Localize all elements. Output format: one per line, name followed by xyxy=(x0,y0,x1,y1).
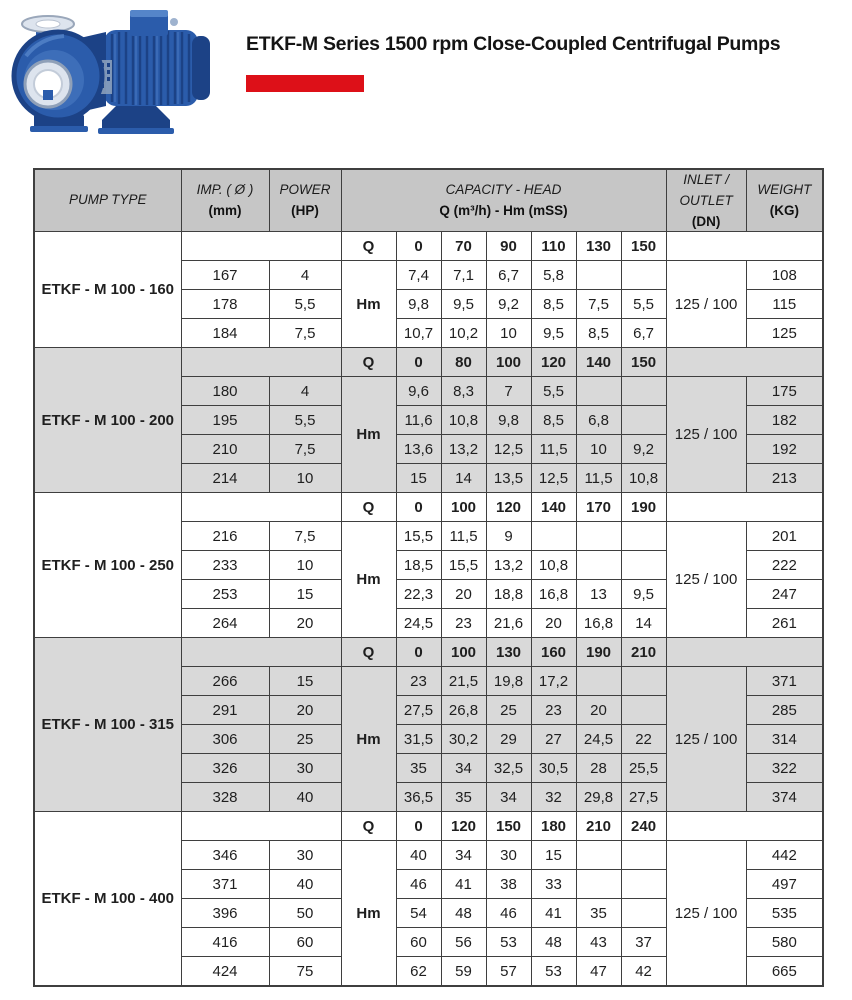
q-label-cell: Q xyxy=(341,232,396,261)
impeller-cell: 195 xyxy=(181,406,269,435)
blank-cell xyxy=(666,812,823,841)
hm-value-cell xyxy=(621,696,666,725)
hm-value-cell xyxy=(621,841,666,870)
hm-value-cell: 46 xyxy=(486,899,531,928)
hm-value-cell: 11,5 xyxy=(441,522,486,551)
q-value-cell: 150 xyxy=(621,348,666,377)
hm-value-cell xyxy=(531,522,576,551)
hm-value-cell: 19,8 xyxy=(486,667,531,696)
hm-value-cell xyxy=(621,261,666,290)
weight-cell: 175 xyxy=(746,377,823,406)
hm-label-cell: Hm xyxy=(341,377,396,493)
impeller-cell: 253 xyxy=(181,580,269,609)
hm-value-cell: 18,5 xyxy=(396,551,441,580)
impeller-cell: 184 xyxy=(181,319,269,348)
hm-value-cell: 27 xyxy=(531,725,576,754)
hm-value-cell: 10,7 xyxy=(396,319,441,348)
hm-value-cell: 9,5 xyxy=(621,580,666,609)
col-header-weight xyxy=(746,169,823,232)
hm-value-cell: 5,5 xyxy=(621,290,666,319)
q-value-cell: 210 xyxy=(621,638,666,667)
hm-value-cell: 5,8 xyxy=(531,261,576,290)
blank-cell xyxy=(181,348,341,377)
hm-value-cell xyxy=(576,667,621,696)
weight-cell: 247 xyxy=(746,580,823,609)
col-header-power xyxy=(269,169,341,232)
hm-value-cell: 34 xyxy=(441,754,486,783)
q-header-row xyxy=(34,638,823,667)
hm-value-cell: 28 xyxy=(576,754,621,783)
hm-value-cell: 30,5 xyxy=(531,754,576,783)
impeller-cell: 210 xyxy=(181,435,269,464)
hm-value-cell: 21,5 xyxy=(441,667,486,696)
hm-value-cell: 20 xyxy=(441,580,486,609)
weight-cell: 115 xyxy=(746,290,823,319)
hm-value-cell: 11,6 xyxy=(396,406,441,435)
weight-unit-label: (KG) xyxy=(769,203,799,219)
pump-spec-table xyxy=(33,168,824,987)
weight-cell: 108 xyxy=(746,261,823,290)
q-value-cell: 100 xyxy=(441,638,486,667)
hm-value-cell: 26,8 xyxy=(441,696,486,725)
impeller-cell: 216 xyxy=(181,522,269,551)
hm-value-cell: 7,5 xyxy=(576,290,621,319)
blank-cell xyxy=(181,812,341,841)
hm-label-cell: Hm xyxy=(341,667,396,812)
hm-value-cell: 8,5 xyxy=(576,319,621,348)
q-label-cell: Q xyxy=(341,638,396,667)
hm-value-cell: 10,8 xyxy=(531,551,576,580)
hm-value-cell xyxy=(576,870,621,899)
power-cell: 5,5 xyxy=(269,290,341,319)
hm-value-cell: 18,8 xyxy=(486,580,531,609)
hm-value-cell: 15,5 xyxy=(396,522,441,551)
hm-value-cell: 7,4 xyxy=(396,261,441,290)
hm-value-cell: 23 xyxy=(441,609,486,638)
hm-value-cell: 24,5 xyxy=(396,609,441,638)
q-value-cell: 0 xyxy=(396,638,441,667)
hm-value-cell: 30 xyxy=(486,841,531,870)
hm-value-cell xyxy=(621,870,666,899)
q-value-cell: 190 xyxy=(621,493,666,522)
hm-value-cell: 38 xyxy=(486,870,531,899)
hm-value-cell: 24,5 xyxy=(576,725,621,754)
hm-value-cell: 13 xyxy=(576,580,621,609)
q-label-cell: Q xyxy=(341,348,396,377)
hm-value-cell: 15 xyxy=(531,841,576,870)
q-value-cell: 0 xyxy=(396,493,441,522)
pump-type-cell: ETKF - M 100 - 315 xyxy=(34,638,181,812)
q-value-cell: 130 xyxy=(576,232,621,261)
q-value-cell: 150 xyxy=(621,232,666,261)
weight-cell: 182 xyxy=(746,406,823,435)
hm-value-cell: 42 xyxy=(621,957,666,987)
weight-cell: 322 xyxy=(746,754,823,783)
weight-header-label: WEIGHT xyxy=(757,182,812,198)
impeller-cell: 416 xyxy=(181,928,269,957)
hm-value-cell: 16,8 xyxy=(576,609,621,638)
hm-value-cell xyxy=(576,841,621,870)
hm-value-cell: 9 xyxy=(486,522,531,551)
hm-value-cell: 35 xyxy=(396,754,441,783)
impeller-cell: 178 xyxy=(181,290,269,319)
hm-value-cell: 22,3 xyxy=(396,580,441,609)
impeller-cell: 233 xyxy=(181,551,269,580)
q-value-cell: 0 xyxy=(396,348,441,377)
hm-value-cell: 53 xyxy=(531,957,576,987)
weight-cell: 222 xyxy=(746,551,823,580)
hm-value-cell: 17,2 xyxy=(531,667,576,696)
hm-value-cell: 9,5 xyxy=(441,290,486,319)
hm-value-cell: 25,5 xyxy=(621,754,666,783)
table-head xyxy=(34,169,823,232)
col-header-pump-type xyxy=(34,169,181,232)
impeller-cell: 306 xyxy=(181,725,269,754)
weight-cell: 285 xyxy=(746,696,823,725)
hm-value-cell: 7,1 xyxy=(441,261,486,290)
hm-value-cell: 34 xyxy=(441,841,486,870)
hm-value-cell: 34 xyxy=(486,783,531,812)
pump-group xyxy=(34,232,823,348)
hm-value-cell: 10,2 xyxy=(441,319,486,348)
hm-value-cell: 41 xyxy=(531,899,576,928)
hm-value-cell xyxy=(576,261,621,290)
col-header-capacity-head xyxy=(341,169,666,232)
hm-value-cell: 29,8 xyxy=(576,783,621,812)
blank-cell xyxy=(666,493,823,522)
hm-value-cell: 62 xyxy=(396,957,441,987)
weight-cell: 497 xyxy=(746,870,823,899)
q-header-row xyxy=(34,348,823,377)
pump-photo xyxy=(6,4,234,142)
power-cell: 7,5 xyxy=(269,522,341,551)
capacity-unit-label: Q (m³/h) - Hm (mSS) xyxy=(439,203,568,219)
blank-cell xyxy=(181,493,341,522)
q-value-cell: 190 xyxy=(576,638,621,667)
col-header-inlet-outlet xyxy=(666,169,746,232)
hm-value-cell: 53 xyxy=(486,928,531,957)
title-block xyxy=(246,33,836,92)
weight-cell: 665 xyxy=(746,957,823,987)
hm-value-cell: 60 xyxy=(396,928,441,957)
hm-value-cell: 9,5 xyxy=(531,319,576,348)
hm-value-cell xyxy=(621,667,666,696)
hm-value-cell: 10 xyxy=(486,319,531,348)
power-cell: 10 xyxy=(269,464,341,493)
capacity-header-label: CAPACITY - HEAD xyxy=(445,182,562,198)
hm-value-cell: 27,5 xyxy=(621,783,666,812)
hm-value-cell: 46 xyxy=(396,870,441,899)
hm-value-cell: 35 xyxy=(576,899,621,928)
q-value-cell: 0 xyxy=(396,812,441,841)
weight-cell: 314 xyxy=(746,725,823,754)
inlet-unit-label: (DN) xyxy=(691,213,721,229)
q-header-row xyxy=(34,232,823,261)
hm-value-cell: 32 xyxy=(531,783,576,812)
power-cell: 4 xyxy=(269,377,341,406)
hm-value-cell xyxy=(621,377,666,406)
hm-label-cell: Hm xyxy=(341,522,396,638)
accent-bar xyxy=(246,75,364,92)
impeller-cell: 291 xyxy=(181,696,269,725)
q-value-cell: 120 xyxy=(441,812,486,841)
hm-value-cell: 21,6 xyxy=(486,609,531,638)
q-value-cell: 140 xyxy=(531,493,576,522)
hm-value-cell: 30,2 xyxy=(441,725,486,754)
hm-value-cell: 13,5 xyxy=(486,464,531,493)
power-cell: 30 xyxy=(269,841,341,870)
hm-value-cell: 36,5 xyxy=(396,783,441,812)
pump-group xyxy=(34,348,823,493)
impeller-cell: 424 xyxy=(181,957,269,987)
inlet-outlet-cell: 125 / 100 xyxy=(666,841,746,987)
impeller-cell: 328 xyxy=(181,783,269,812)
impeller-cell: 264 xyxy=(181,609,269,638)
hm-value-cell: 22 xyxy=(621,725,666,754)
hm-value-cell xyxy=(621,406,666,435)
q-value-cell: 210 xyxy=(576,812,621,841)
hm-value-cell: 54 xyxy=(396,899,441,928)
hm-value-cell: 29 xyxy=(486,725,531,754)
impeller-cell: 266 xyxy=(181,667,269,696)
hm-value-cell: 56 xyxy=(441,928,486,957)
hm-value-cell: 33 xyxy=(531,870,576,899)
hm-value-cell: 11,5 xyxy=(576,464,621,493)
weight-cell: 371 xyxy=(746,667,823,696)
hm-value-cell: 59 xyxy=(441,957,486,987)
power-cell: 20 xyxy=(269,696,341,725)
hm-value-cell: 57 xyxy=(486,957,531,987)
q-header-row xyxy=(34,812,823,841)
impeller-cell: 214 xyxy=(181,464,269,493)
power-cell: 7,5 xyxy=(269,319,341,348)
weight-cell: 125 xyxy=(746,319,823,348)
hm-value-cell: 8,3 xyxy=(441,377,486,406)
hm-value-cell: 9,8 xyxy=(486,406,531,435)
power-cell: 60 xyxy=(269,928,341,957)
hm-value-cell: 47 xyxy=(576,957,621,987)
q-value-cell: 90 xyxy=(486,232,531,261)
hm-value-cell: 13,2 xyxy=(486,551,531,580)
hm-value-cell: 20 xyxy=(576,696,621,725)
power-cell: 10 xyxy=(269,551,341,580)
impeller-cell: 326 xyxy=(181,754,269,783)
q-value-cell: 180 xyxy=(531,812,576,841)
hm-value-cell: 10,8 xyxy=(441,406,486,435)
pump-type-cell: ETKF - M 100 - 400 xyxy=(34,812,181,987)
power-cell: 30 xyxy=(269,754,341,783)
hm-value-cell: 31,5 xyxy=(396,725,441,754)
hm-value-cell: 40 xyxy=(396,841,441,870)
q-header-row xyxy=(34,493,823,522)
hm-value-cell: 9,8 xyxy=(396,290,441,319)
q-value-cell: 170 xyxy=(576,493,621,522)
power-cell: 7,5 xyxy=(269,435,341,464)
q-value-cell: 100 xyxy=(441,493,486,522)
table-header-row xyxy=(34,169,823,232)
q-value-cell: 70 xyxy=(441,232,486,261)
q-value-cell: 80 xyxy=(441,348,486,377)
q-value-cell: 150 xyxy=(486,812,531,841)
hm-label-cell: Hm xyxy=(341,841,396,987)
power-cell: 20 xyxy=(269,609,341,638)
power-cell: 5,5 xyxy=(269,406,341,435)
inlet-outlet-cell: 125 / 100 xyxy=(666,522,746,638)
weight-cell: 261 xyxy=(746,609,823,638)
hm-value-cell: 13,2 xyxy=(441,435,486,464)
hm-value-cell: 6,7 xyxy=(621,319,666,348)
blank-cell xyxy=(666,348,823,377)
hm-label-cell: Hm xyxy=(341,261,396,348)
power-header-label: POWER xyxy=(279,182,331,198)
hm-value-cell: 5,5 xyxy=(531,377,576,406)
hm-value-cell: 11,5 xyxy=(531,435,576,464)
hm-value-cell: 35 xyxy=(441,783,486,812)
weight-cell: 580 xyxy=(746,928,823,957)
hm-value-cell: 9,6 xyxy=(396,377,441,406)
hm-value-cell: 8,5 xyxy=(531,406,576,435)
q-value-cell: 130 xyxy=(486,638,531,667)
impeller-unit-label: (mm) xyxy=(208,203,242,219)
q-label-cell: Q xyxy=(341,493,396,522)
inlet-outlet-cell: 125 / 100 xyxy=(666,261,746,348)
weight-cell: 213 xyxy=(746,464,823,493)
pump-group xyxy=(34,812,823,987)
power-cell: 40 xyxy=(269,870,341,899)
hm-value-cell: 16,8 xyxy=(531,580,576,609)
weight-cell: 442 xyxy=(746,841,823,870)
hm-value-cell: 14 xyxy=(441,464,486,493)
inlet-header-label: INLET / OUTLET xyxy=(679,172,733,208)
hm-value-cell: 48 xyxy=(531,928,576,957)
inlet-outlet-cell: 125 / 100 xyxy=(666,667,746,812)
q-value-cell: 240 xyxy=(621,812,666,841)
impeller-cell: 371 xyxy=(181,870,269,899)
impeller-cell: 167 xyxy=(181,261,269,290)
hm-value-cell xyxy=(621,899,666,928)
q-value-cell: 120 xyxy=(531,348,576,377)
hm-value-cell: 6,7 xyxy=(486,261,531,290)
blank-cell xyxy=(181,232,341,261)
power-unit-label: (HP) xyxy=(291,203,319,219)
power-cell: 40 xyxy=(269,783,341,812)
q-label-cell: Q xyxy=(341,812,396,841)
hm-value-cell xyxy=(621,551,666,580)
weight-cell: 374 xyxy=(746,783,823,812)
hm-value-cell: 9,2 xyxy=(621,435,666,464)
hm-value-cell: 7 xyxy=(486,377,531,406)
pump-group xyxy=(34,493,823,638)
hm-value-cell: 6,8 xyxy=(576,406,621,435)
q-value-cell: 110 xyxy=(531,232,576,261)
hm-value-cell: 14 xyxy=(621,609,666,638)
hm-value-cell: 27,5 xyxy=(396,696,441,725)
q-value-cell: 140 xyxy=(576,348,621,377)
power-cell: 25 xyxy=(269,725,341,754)
hm-value-cell: 12,5 xyxy=(531,464,576,493)
hm-value-cell: 10,8 xyxy=(621,464,666,493)
power-cell: 50 xyxy=(269,899,341,928)
weight-cell: 535 xyxy=(746,899,823,928)
hm-value-cell xyxy=(576,551,621,580)
hm-value-cell: 41 xyxy=(441,870,486,899)
q-value-cell: 100 xyxy=(486,348,531,377)
hm-value-cell: 32,5 xyxy=(486,754,531,783)
col-header-impeller xyxy=(181,169,269,232)
power-cell: 75 xyxy=(269,957,341,987)
impeller-cell: 180 xyxy=(181,377,269,406)
blank-cell xyxy=(666,232,823,261)
hm-value-cell xyxy=(621,522,666,551)
hm-value-cell: 48 xyxy=(441,899,486,928)
hm-value-cell: 10 xyxy=(576,435,621,464)
hm-value-cell: 15,5 xyxy=(441,551,486,580)
hm-value-cell xyxy=(576,522,621,551)
pump-type-cell: ETKF - M 100 - 200 xyxy=(34,348,181,493)
blank-cell xyxy=(181,638,341,667)
power-cell: 4 xyxy=(269,261,341,290)
hm-value-cell: 12,5 xyxy=(486,435,531,464)
hm-value-cell: 43 xyxy=(576,928,621,957)
hm-value-cell: 8,5 xyxy=(531,290,576,319)
pump-group xyxy=(34,638,823,812)
page-title: ETKF-M Series 1500 rpm Close-Coupled Centrifugal Pumps xyxy=(246,33,781,55)
pump-type-header-label: PUMP TYPE xyxy=(68,192,147,208)
hm-value-cell xyxy=(576,377,621,406)
hm-value-cell: 37 xyxy=(621,928,666,957)
impeller-header-label: IMP. ( Ø ) xyxy=(196,182,254,198)
q-value-cell: 120 xyxy=(486,493,531,522)
q-value-cell: 160 xyxy=(531,638,576,667)
pump-type-cell: ETKF - M 100 - 160 xyxy=(34,232,181,348)
hm-value-cell: 25 xyxy=(486,696,531,725)
power-cell: 15 xyxy=(269,667,341,696)
impeller-cell: 396 xyxy=(181,899,269,928)
hm-value-cell: 23 xyxy=(531,696,576,725)
inlet-outlet-cell: 125 / 100 xyxy=(666,377,746,493)
blank-cell xyxy=(666,638,823,667)
hm-value-cell: 23 xyxy=(396,667,441,696)
hm-value-cell: 20 xyxy=(531,609,576,638)
impeller-cell: 346 xyxy=(181,841,269,870)
pump-type-cell: ETKF - M 100 - 250 xyxy=(34,493,181,638)
weight-cell: 201 xyxy=(746,522,823,551)
hm-value-cell: 13,6 xyxy=(396,435,441,464)
weight-cell: 192 xyxy=(746,435,823,464)
power-cell: 15 xyxy=(269,580,341,609)
q-value-cell: 0 xyxy=(396,232,441,261)
hm-value-cell: 9,2 xyxy=(486,290,531,319)
hm-value-cell: 15 xyxy=(396,464,441,493)
